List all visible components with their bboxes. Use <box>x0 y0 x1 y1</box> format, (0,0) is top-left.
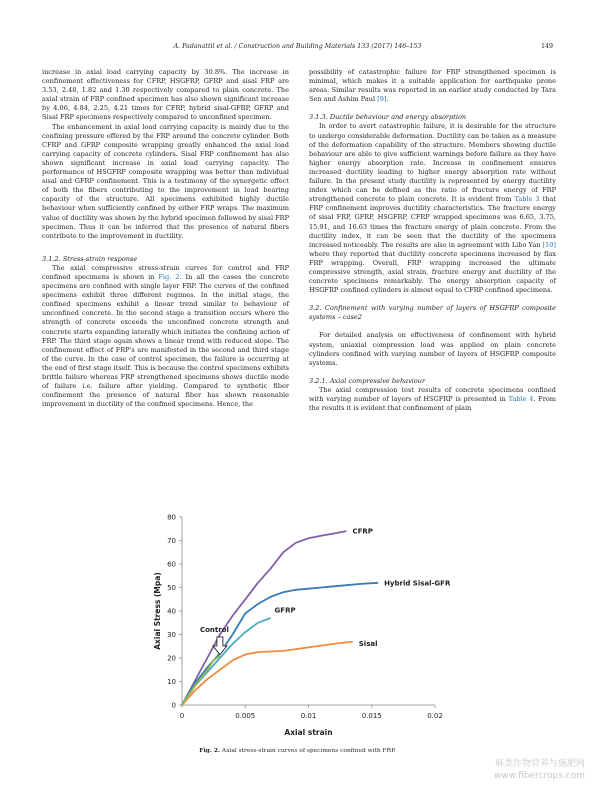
y-tick-label: 0 <box>171 701 176 710</box>
figure-link[interactable]: Fig. 2 <box>158 272 180 281</box>
section-heading: 3.2.1. Axial compressive behaviour <box>309 376 426 385</box>
series-line-sisal <box>182 642 353 705</box>
section-heading: 3.1.2. Stress-strain response <box>42 254 138 263</box>
page-number: 149 <box>540 43 553 50</box>
section-heading: 3.2. Confinement with varying number of layers of HSGFRP composite systems – case2 <box>309 304 556 322</box>
series-label-cfrp: CFRP <box>352 527 373 536</box>
table-link[interactable]: Table 3 <box>514 195 540 204</box>
y-tick-label: 20 <box>167 654 176 663</box>
y-tick-label: 30 <box>167 631 176 639</box>
series-line-hybrid-sisal-gfrp <box>182 583 378 705</box>
y-axis-title: Axial Stress (Mpa) <box>153 572 162 650</box>
table-link[interactable]: Table 4 <box>508 395 534 403</box>
y-tick-label: 70 <box>167 537 176 545</box>
paragraph: possibility of catastrophic failure for FRP strengthened specimen is minimal, which makes it a suitable application for earthquake prone areas. Similar results was reported in an earlier study conducted by Tara Sen and Ashim Paul [9]. <box>309 68 556 104</box>
series-label-gfrp: GFRP <box>274 606 296 615</box>
section-heading: 3.1.3. Ductile behaviour and energy absorption <box>309 113 467 122</box>
y-tick-label: 10 <box>167 678 176 686</box>
journal-citation: A. Padanattil et al. / Construction and Building Materials 133 (2017) 146–153 <box>173 43 422 50</box>
paragraph: The axial compressive stress-strain curves for control and FRP confined specimens is shown in Fig. 2. In all the cases the concrete specimens are confined with single layer FRP. The curves of the confined specimens exhibit three different regimes. In the initial stage, the confined specimens exhibit a linear trend similar to behaviour of unconfined concrete. In the second stage a transition occurs where the strength of concrete exceeds the unconfined concrete strength and concrete starts expanding laterally which initiates the confining action of FRP. The third stage again shows a linear trend with reduced slope. The confinement effect of FRP's are manifested in the second and third stage of the curve. In the case of control specimen, the failure is occurring at the end of first stage itself. This is because the control specimens exhibits brittle failure whereas FRP strengthened specimens shows ductile mode of failure i.e. failure after yielding. Compared to synthetic fiber confinement the presence of natural fiber has shown reasonable improvement in ductility of the confined specimens. Hence, the <box>42 263 290 409</box>
x-tick-label: 0.005 <box>235 712 256 720</box>
control-annotation: Control <box>199 626 229 635</box>
running-header <box>42 43 553 55</box>
citation-link[interactable]: [9] <box>377 95 387 104</box>
figure-caption: Fig. 2. Axial stress-strain curves of specimens confined with FRP. <box>199 747 396 754</box>
left-column <box>42 68 289 409</box>
x-tick-label: 0 <box>179 712 185 720</box>
y-tick-label: 40 <box>167 607 176 616</box>
y-tick-label: 50 <box>167 584 176 592</box>
y-tick-label: 80 <box>167 513 176 522</box>
right-column <box>309 68 556 413</box>
paragraph: increase in axial load carrying capacity by 30.8%. The increase in confinement effectiveness for CFRP, HSGFRP, GFRP and sisal FRP are 3.53, 2.48, 1.82 and 1.30 respectively compared to plain concrete. The axial strain of FRP confined specimen has also shown significant increase by 4.06, 4.84, 2.25, 4.21 times for CFRP, hybrid sisal-GFRP, GFRP and Sisal FRP specimens respectively compared to unconfined specimen. <box>42 68 289 122</box>
paragraph: The enhancement in axial load carrying capacity is mainly due to the confining pressure offered by the FRP around the concrete cylinder. Both CFRP and GFRP composite wrapping greatly enhanced the axial load carrying capacity of concrete cylinders. Sisal FRP confinement has also shown significant increase in axial load carrying capacity. The performance of HSGFRP composite wrapping was better than individual sisal and GFRP confinement. This is a testimony of the synergetic effect of both the fibers contributing to the improvement in load bearing capacity of the structure. All specimens exhibited highly ductile behaviour when sufficiently confined by either FRP wraps. The maximum value of ductility was shown by the hybrid specimen followed by sisal FRP specimen. Thus it can be inferred that the presence of natural fibers contribute to the improvement in ductility. <box>42 122 290 240</box>
paragraph: In order to avert catastrophic failure, it is desirable for the structure to undergo considerable deformation. Ductility can be taken as a measure of the deformation capability of the structure. Members showing ductile behaviour are able to give sufficient warnings before failure as they have higher energy absorption rate. Increase in confinement ensures increased ductility leading to higher energy absorption rate without failure. In the present study ductility is represented by energy ductility index which can be defined as the ratio of fracture energy of FRP strengthened concrete to plain concrete. It is evident from Table 3 that FRP confinement improves ductility characteristics. The fracture energy of sisal FRP, GFRP, HSGFRP, CFRP wrapped specimens was 6.65, 3.75, 15.91, and 16.63 times the fracture energy of plain concrete. From the ductility index, it can be seen that the ductility of the specimens increased noticeably. The results are also in agreement with Libo Yan [10] where they reported that ductility concrete specimens increased by flax FRP wrapping. Overall, FRP wrapping increased the ultimate compressive strength, axial strain, fracture energy and ductility of the concrete specimens remarkably. The energy absorption capacity of HSGFRP confined cylinders is almost equal to CFRP confined specimens. <box>309 122 556 295</box>
watermark: 麻类作物营养与施肥网 www.fibercrops.com <box>494 759 585 781</box>
x-tick-label: 0.02 <box>427 712 443 720</box>
stress-strain-chart <box>150 510 450 745</box>
paragraph: The axial compression test results of concrete specimens confined with varying number of layers of HSGFRP is presented in Table 4. From the results it is evident that confinement of plain <box>309 385 557 413</box>
stress-strain-figure <box>150 510 450 745</box>
paragraph: For detailed analysis on effectiveness of confinement with hybrid system, uniaxial compression load was applied on plain concrete cylinders confined with varying number of layers of HSGFRP composite systems. <box>309 331 556 367</box>
y-tick-label: 60 <box>167 560 176 569</box>
x-tick-label: 0.01 <box>300 712 317 720</box>
citation-link[interactable]: [10] <box>542 240 556 249</box>
x-tick-label: 0.015 <box>361 712 382 720</box>
series-label-sisal: Sisal <box>358 640 378 649</box>
series-label-hybrid-sisal-gfrp: Hybrid Sisal-GFRP <box>384 579 450 588</box>
x-axis-title: Axial strain <box>284 728 333 737</box>
